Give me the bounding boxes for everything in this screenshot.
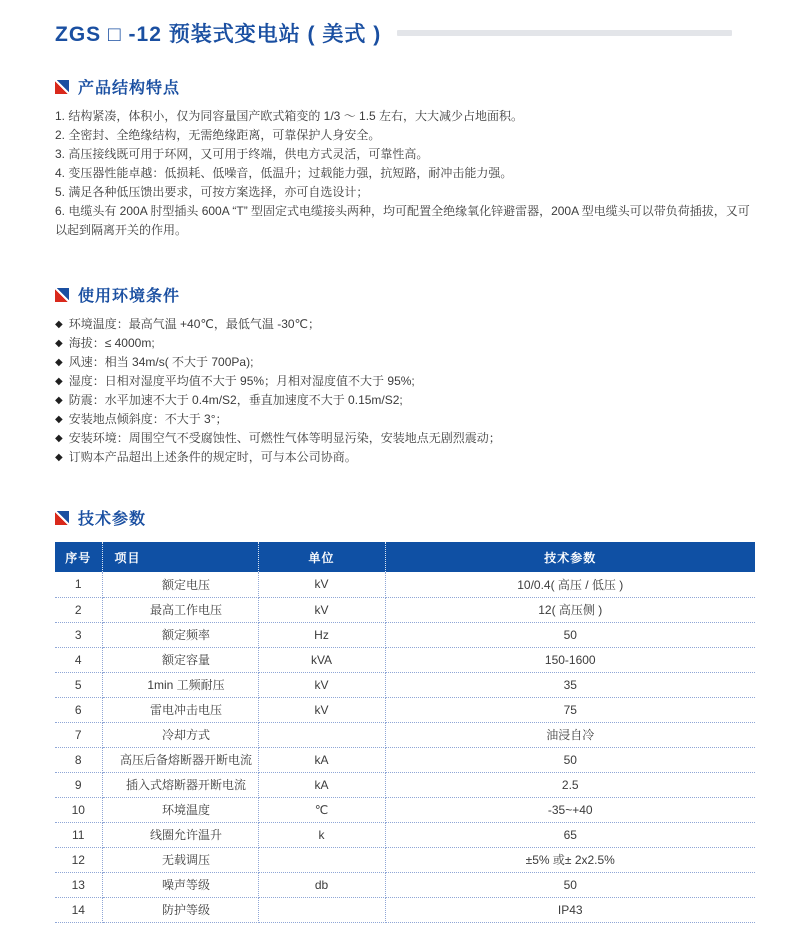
- cell-item: 高压后备熔断器开断电流: [102, 747, 258, 772]
- table-row: [55, 872, 755, 897]
- table-row: [55, 572, 755, 597]
- cell-value: 50: [385, 747, 755, 772]
- section-heading: 产品结构特点: [78, 80, 181, 97]
- cell-index: 6: [55, 697, 102, 722]
- environment-item: [55, 448, 755, 467]
- cell-value: ±5% 或± 2x2.5%: [385, 847, 755, 872]
- environment-item-text: 安装地点倾斜度：不大于 3°；: [68, 412, 228, 426]
- cell-index: 8: [55, 747, 102, 772]
- cell-item: 最高工作电压: [102, 597, 258, 622]
- cell-value: 75: [385, 697, 755, 722]
- cell-value: 35: [385, 672, 755, 697]
- feature-item: 6. 电缆头有 200A 肘型插头 600A “T” 型固定式电缆接头两种，均可配置全绝缘氧化锌避雷器，200A 型电缆头可以带负荷插拔，又可以起到隔离开关的作用。: [55, 204, 750, 237]
- environment-item-text: 环境温度：最高气温 +40℃，最低气温 -30℃；: [68, 317, 321, 331]
- cell-unit: ℃: [258, 797, 385, 822]
- section-header-environment: [55, 283, 755, 306]
- diamond-bullet-icon: ◆: [55, 395, 63, 406]
- cell-unit: kV: [258, 572, 385, 597]
- cell-value: -35~+40: [385, 797, 755, 822]
- table-row: [55, 622, 755, 647]
- cell-unit: Hz: [258, 622, 385, 647]
- table-row: [55, 797, 755, 822]
- environment-item: [55, 315, 755, 334]
- cell-item: 噪声等级: [102, 872, 258, 897]
- column-header-unit: 单位: [258, 542, 385, 572]
- cell-index: 1: [55, 572, 102, 597]
- title-row: [55, 20, 755, 46]
- cell-index: 5: [55, 672, 102, 697]
- environment-item-text: 订购本产品超出上述条件的规定时，可与本公司协商。: [68, 450, 357, 464]
- cell-unit: k: [258, 822, 385, 847]
- table-row: [55, 847, 755, 872]
- diamond-bullet-icon: ◆: [55, 452, 63, 463]
- cell-item: 环境温度: [102, 797, 258, 822]
- cell-value: 2.5: [385, 772, 755, 797]
- feature-item: 2. 全密封、全绝缘结构，无需绝缘距离，可靠保护人身安全。: [55, 128, 381, 142]
- cell-value: IP43: [385, 897, 755, 922]
- cell-index: 12: [55, 847, 102, 872]
- environment-item: [55, 410, 755, 429]
- section-header-specs: [55, 506, 755, 529]
- environment-item: [55, 372, 755, 391]
- cell-value: 50: [385, 872, 755, 897]
- environment-item: [55, 429, 755, 448]
- environment-item-text: 安装环境：周围空气不受腐蚀性、可燃性气体等明显污染，安装地点无剧烈震动；: [68, 431, 501, 445]
- cell-item: 额定电压: [102, 572, 258, 597]
- cell-value: 油浸自冷: [385, 722, 755, 747]
- environment-item: [55, 334, 755, 353]
- feature-item: 1. 结构紧凑，体积小，仅为同容量国产欧式箱变的 1/3 ～ 1.5 左右，大大减少占地面积。: [55, 109, 524, 123]
- column-header-value: 技术参数: [385, 542, 755, 572]
- diamond-bullet-icon: ◆: [55, 357, 63, 368]
- cell-unit: kV: [258, 672, 385, 697]
- section-heading: 技术参数: [78, 511, 147, 528]
- table-row: [55, 822, 755, 847]
- environment-item-text: 风速：相当 34m/s( 不大于 700Pa);: [68, 355, 254, 369]
- diamond-bullet-icon: ◆: [55, 414, 63, 425]
- diamond-bullet-icon: ◆: [55, 338, 63, 349]
- cell-item: 无载调压: [102, 847, 258, 872]
- environment-item: [55, 391, 755, 410]
- environment-item-text: 防震：水平加速不大于 0.4m/S2，垂直加速度不大于 0.15m/S2;: [68, 393, 403, 407]
- cell-index: 4: [55, 647, 102, 672]
- cell-unit: kA: [258, 772, 385, 797]
- environment-item: [55, 353, 755, 372]
- section-marker-icon: [55, 288, 69, 302]
- cell-item: 额定容量: [102, 647, 258, 672]
- diamond-bullet-icon: ◆: [55, 433, 63, 444]
- feature-item: 3. 高压接线既可用于环网，又可用于终端，供电方式灵活，可靠性高。: [55, 147, 429, 161]
- cell-item: 1min 工频耐压: [102, 672, 258, 697]
- cell-unit: kV: [258, 697, 385, 722]
- cell-unit: kVA: [258, 647, 385, 672]
- cell-value: 10/0.4( 高压 / 低压 ): [385, 572, 755, 597]
- cell-index: 7: [55, 722, 102, 747]
- section-marker-icon: [55, 511, 69, 525]
- cell-item: 雷电冲击电压: [102, 697, 258, 722]
- table-row: [55, 722, 755, 747]
- cell-item: 防护等级: [102, 897, 258, 922]
- diamond-bullet-icon: ◆: [55, 319, 63, 330]
- feature-list: [55, 107, 755, 240]
- table-row: [55, 747, 755, 772]
- feature-item: 5. 满足各种低压馈出要求，可按方案选择，亦可自选设计；: [55, 185, 369, 199]
- environment-item-text: 湿度：日相对湿度平均值不大于 95%；月相对湿度值不大于 95%;: [68, 374, 415, 388]
- cell-item: 额定频率: [102, 622, 258, 647]
- cell-unit: kV: [258, 597, 385, 622]
- specs-table-header: [55, 542, 755, 572]
- cell-index: 14: [55, 897, 102, 922]
- diamond-bullet-icon: ◆: [55, 376, 63, 387]
- cell-unit: [258, 897, 385, 922]
- cell-index: 3: [55, 622, 102, 647]
- section-heading: 使用环境条件: [78, 288, 181, 305]
- environment-list: [55, 315, 755, 467]
- cell-unit: db: [258, 872, 385, 897]
- specs-table-body: [55, 572, 755, 922]
- table-row: [55, 697, 755, 722]
- section-marker-icon: [55, 80, 69, 94]
- header-row: [55, 542, 755, 572]
- feature-item: 4. 变压器性能卓越：低损耗、低噪音，低温升；过载能力强，抗短路，耐冲击能力强。: [55, 166, 513, 180]
- table-row: [55, 647, 755, 672]
- cell-unit: [258, 722, 385, 747]
- table-row: [55, 772, 755, 797]
- cell-index: 2: [55, 597, 102, 622]
- cell-value: 150-1600: [385, 647, 755, 672]
- section-header-features: [55, 75, 755, 98]
- page-title: ZGS □ -12 预装式变电站 ( 美式 ): [55, 23, 382, 46]
- cell-unit: kA: [258, 747, 385, 772]
- column-header-item: 项目: [102, 542, 258, 572]
- cell-index: 10: [55, 797, 102, 822]
- cell-item: 插入式熔断器开断电流: [102, 772, 258, 797]
- cell-index: 9: [55, 772, 102, 797]
- title-rule: [397, 30, 732, 36]
- cell-index: 11: [55, 822, 102, 847]
- table-row: [55, 897, 755, 922]
- cell-index: 13: [55, 872, 102, 897]
- cell-item: 线圈允许温升: [102, 822, 258, 847]
- cell-item: 冷却方式: [102, 722, 258, 747]
- table-row: [55, 672, 755, 697]
- cell-value: 65: [385, 822, 755, 847]
- cell-value: 12( 高压侧 ): [385, 597, 755, 622]
- cell-unit: [258, 847, 385, 872]
- table-row: [55, 597, 755, 622]
- environment-item-text: 海拔：≤ 4000m;: [68, 336, 155, 350]
- specs-table: [55, 542, 755, 923]
- column-header-index: 序号: [55, 542, 102, 572]
- cell-value: 50: [385, 622, 755, 647]
